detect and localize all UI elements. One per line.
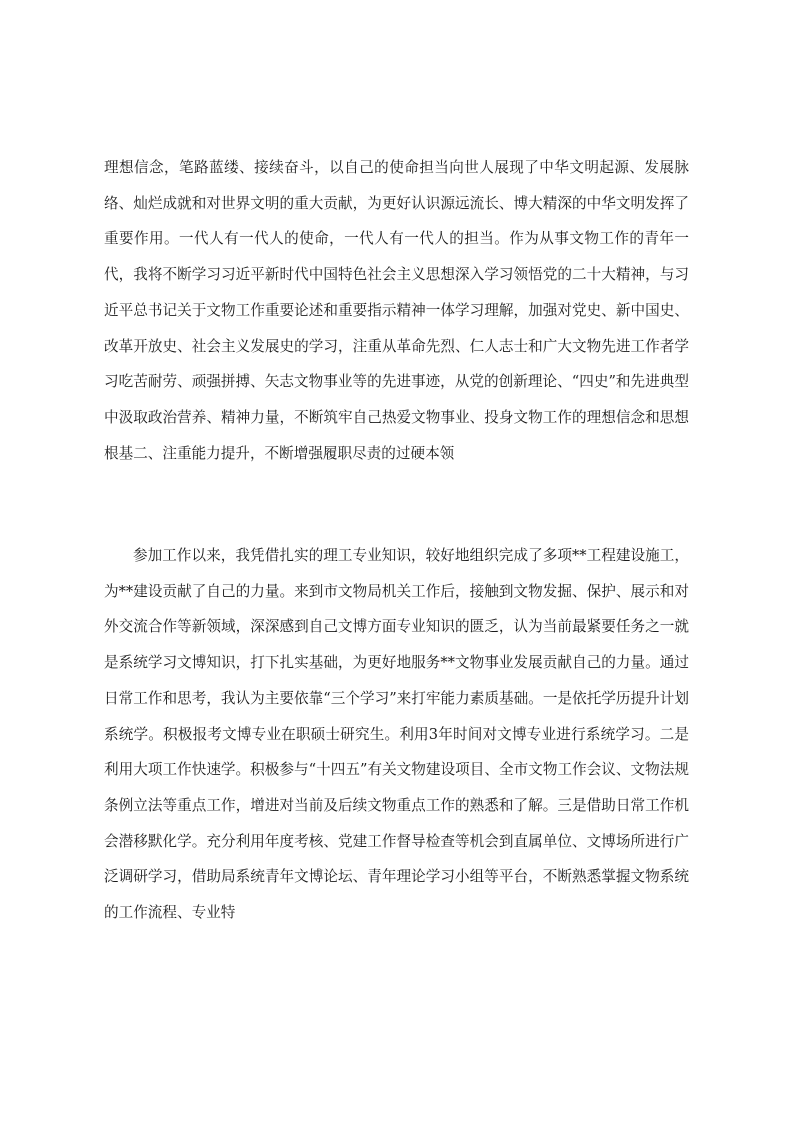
body-paragraph-1 xyxy=(104,150,689,471)
paragraph-text: 理想信念，笔路蓝缕、接续奋斗，以自己的使命担当向世人展现了中华文明起源、发展脉络、灿烂成就和对世界文明的重大贡献，为更好认识源远流长、博大精深的中华文明发挥了重要作用。一代人有一代人的使命，一代人有一代人的担当。作为从事文物工作的青年一代，我将不断学习习近平新时代中国特色社会主义思想深入学习领悟党的二十大精神，与习近平总书记关于文物工作重要论述和重要指示精神一体学习理解，加强对党史、新中国史、改革开放史、社会主义发展史的学习，注重从革命先烈、仁人志士和广大文物先进工作者学习吃苦耐劳、顽强拼搏、矢志文物事业等的先进事迹，从党的创新理论、“四史”和先进典型中汲取政治营养、精神力量，不断筑牢自己热爱文物事业、投身文物工作的理想信念和思想根基二、注重能力提升，不断增强履职尽责的过硬本领 xyxy=(104,159,689,462)
paragraph-text: 参加工作以来，我凭借扎实的理工专业知识，较好地组织完成了多项**工程建设施工，为**建设贡献了自己的力量。来到市文物局机关工作后，接触到文物发掘、保护、展示和对外交流合作等新领域，深深感到自己文博方面专业知识的匮乏，认为当前最紧要任务之一就是系统学习文博知识，打下扎实基础，为更好地服务**文物事业发展贡献自己的力量。通过日常工作和思考，我认为主要依靠“三个学习”来打牢能力素质基础。一是依托学历提升计划系统学。积极报考文博专业在职硕士研究生。利用3年时间对文博专业进行系统学习。二是利用大项工作快速学。积极参与“十四五”有关文物建设项目、全市文物工作会议、文物法规条例立法等重点工作，增进对当前及后续文物重点工作的熟悉和了解。三是借助日常工作机会潜移默化学。充分利用年度考核、党建工作督导检查等机会到直属单位、文博场所进行广泛调研学习，借助局系统青年文博论坛、青年理论学习小组等平台，不断熟悉掌握文物系统的工作流程、专业特 xyxy=(104,547,689,922)
body-paragraph-2 xyxy=(104,538,689,931)
